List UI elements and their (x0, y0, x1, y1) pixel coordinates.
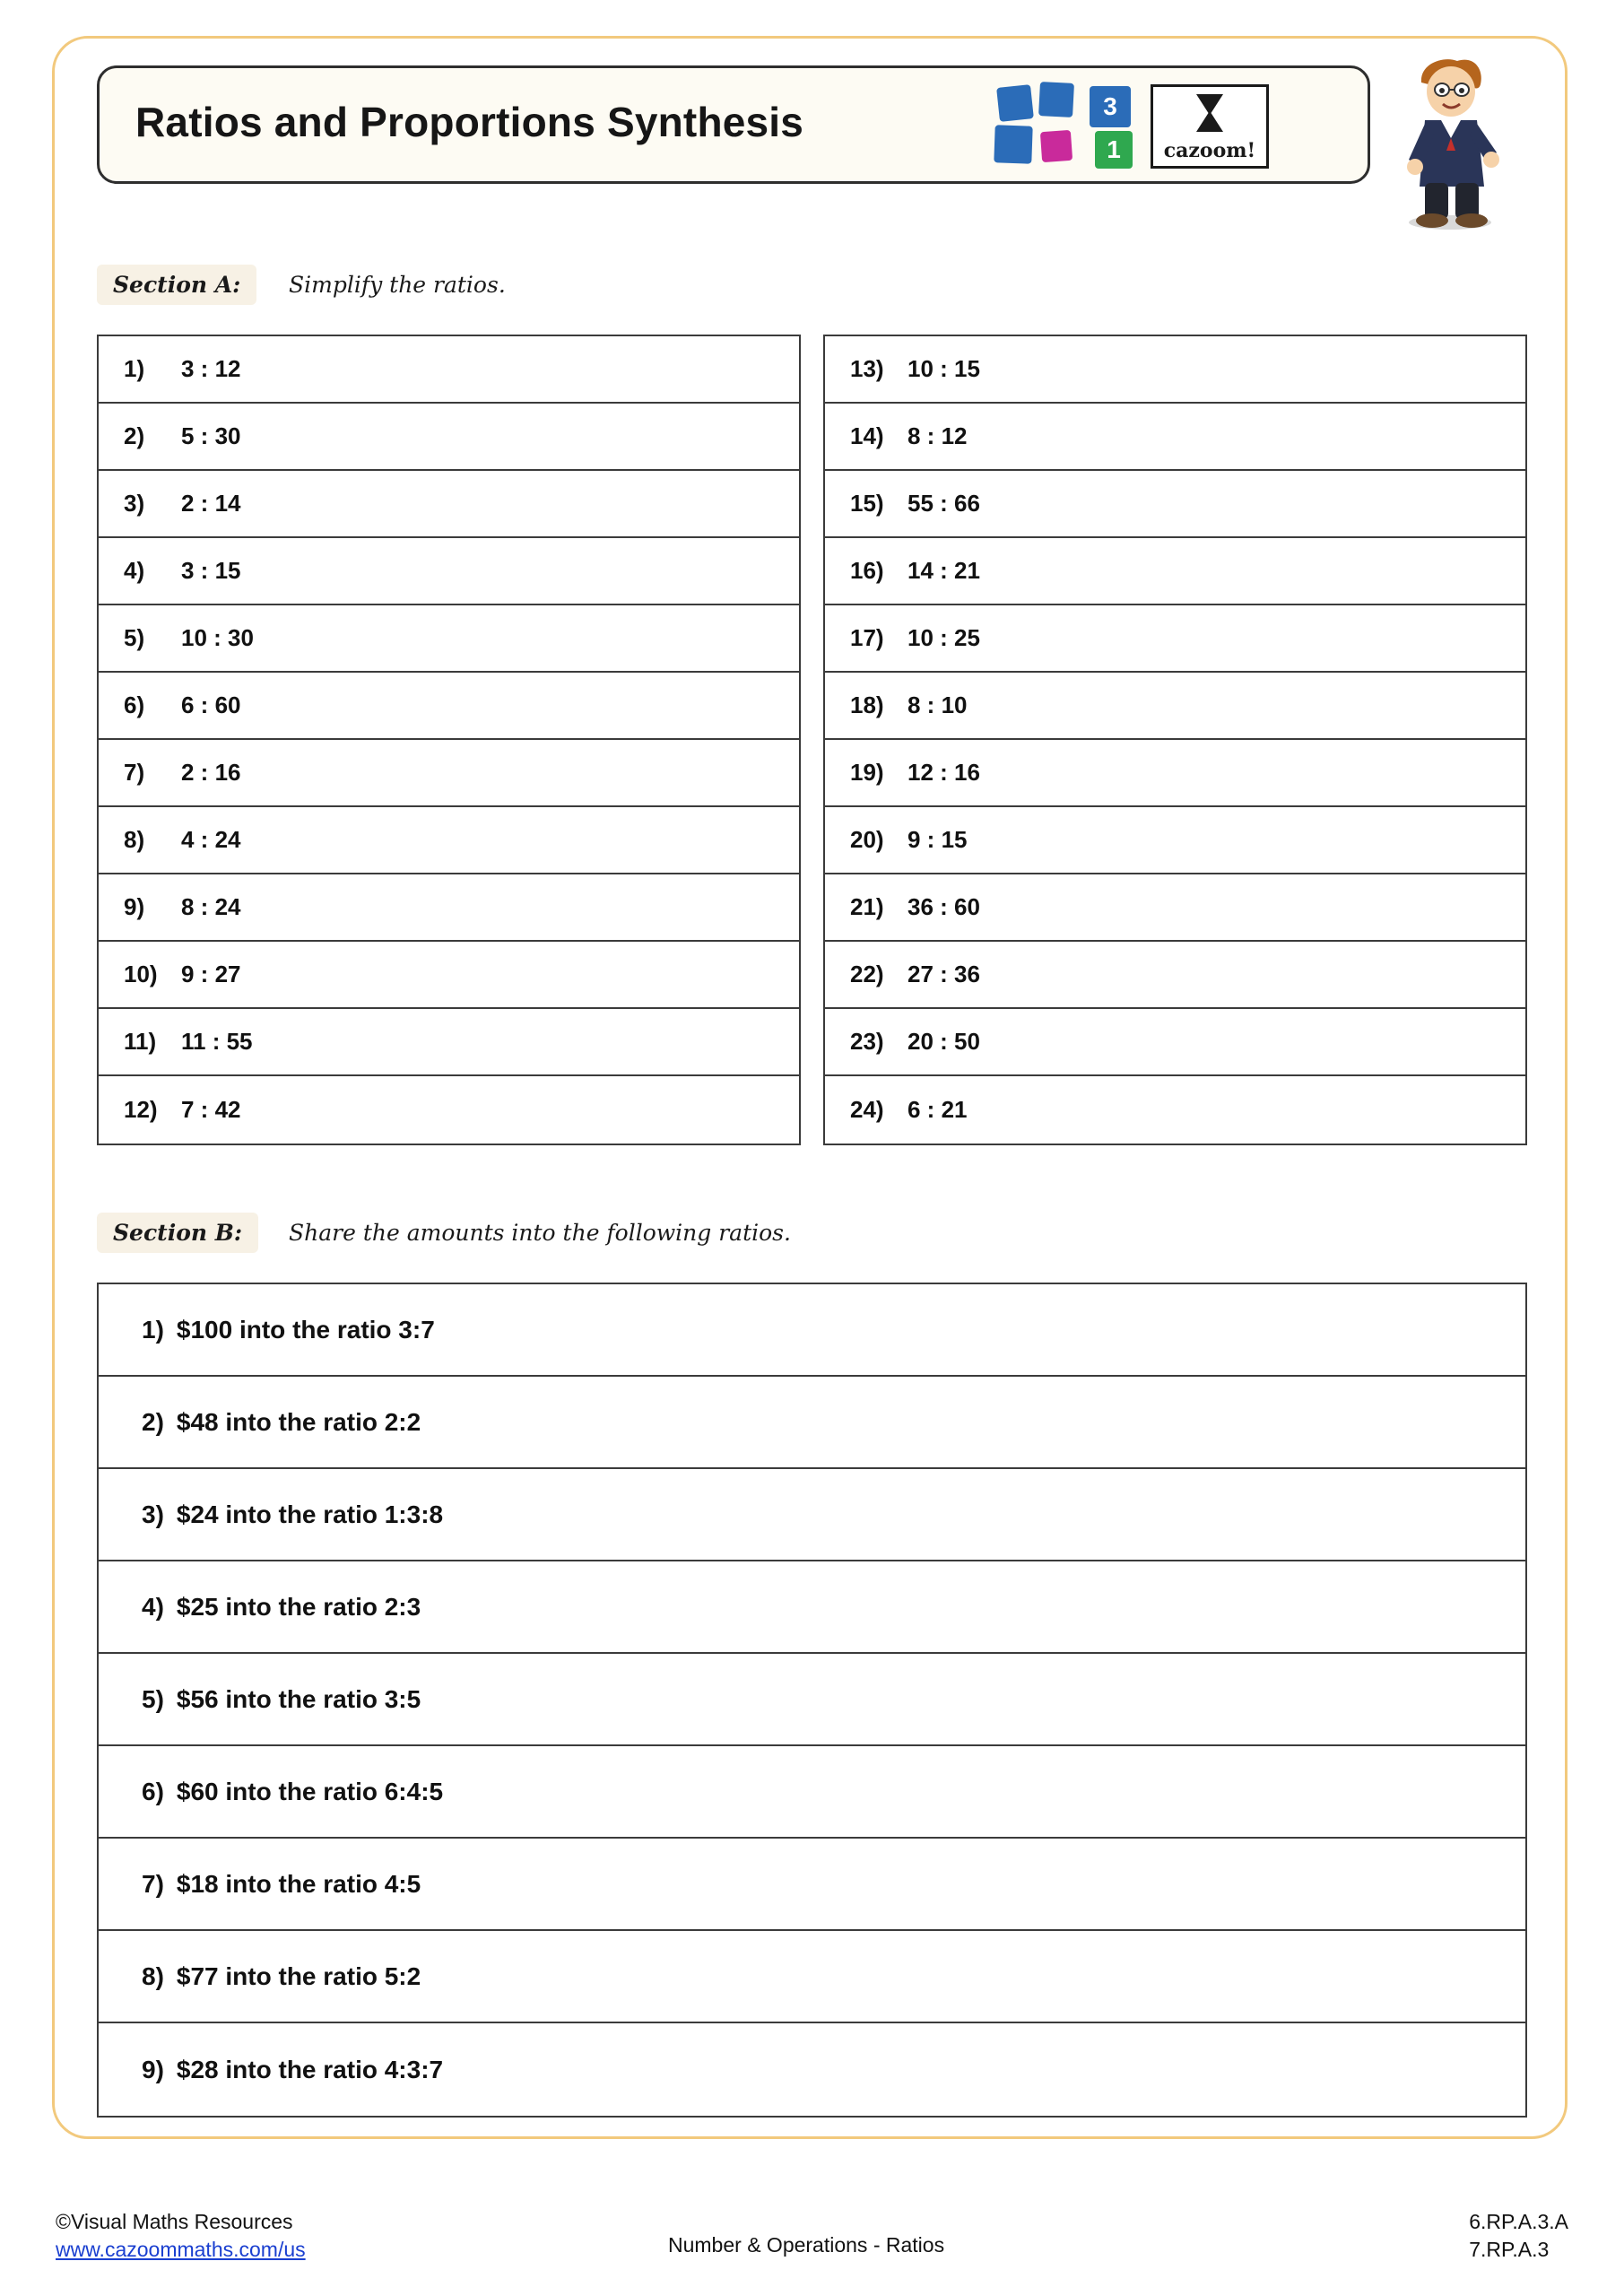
question-number: 8) (124, 826, 145, 853)
cazoom-logo (989, 81, 1348, 174)
website-link[interactable]: www.cazoommaths.com/us (56, 2238, 306, 2262)
question-text: $28 into the ratio 4:3:7 (176, 2055, 444, 2083)
footer-standards (1469, 2208, 1568, 2264)
question-row (99, 471, 799, 538)
question-number: 13) (850, 355, 884, 382)
logo-square-blue-3 (994, 125, 1032, 163)
question-number: 17) (850, 624, 884, 651)
question-row (825, 673, 1525, 740)
question-number: 9) (124, 893, 145, 920)
question-row (99, 673, 799, 740)
question-number: 21) (850, 893, 884, 920)
question-row (825, 740, 1525, 807)
question-text: 10 : 30 (181, 624, 254, 651)
question-text: 27 : 36 (908, 961, 980, 987)
section-a-description: Simplify the ratios. (289, 272, 506, 298)
question-row (825, 471, 1525, 538)
question-row (99, 874, 799, 942)
question-number: 2) (124, 422, 145, 449)
question-number: 3) (142, 1500, 164, 1528)
logo-square-blue-2 (1038, 82, 1074, 117)
question-row (99, 336, 799, 404)
question-row (825, 807, 1525, 874)
title-bar (97, 65, 1370, 184)
question-number: 18) (850, 691, 884, 718)
question-number: 10) (124, 961, 158, 987)
question-number: 9) (142, 2055, 164, 2083)
question-text: 3 : 15 (181, 557, 241, 584)
logo-brand-box (1151, 84, 1269, 169)
question-number: 2) (142, 1407, 164, 1436)
section-a-label: Section A: (97, 265, 256, 305)
logo-number-green: 1 (1095, 131, 1133, 169)
question-text: $48 into the ratio 2:2 (176, 1407, 421, 1436)
question-row (99, 1839, 1525, 1931)
question-number: 8) (142, 1961, 164, 1990)
question-row (825, 336, 1525, 404)
question-row (825, 404, 1525, 471)
footer-topic: Number & Operations - Ratios (668, 2233, 945, 2257)
section-b-table (97, 1283, 1527, 2118)
question-text: 4 : 24 (181, 826, 241, 853)
question-number: 1) (142, 1315, 164, 1344)
question-number: 24) (850, 1096, 884, 1123)
question-number: 11) (124, 1028, 157, 1055)
question-row (99, 1284, 1525, 1377)
question-text: 6 : 21 (908, 1096, 968, 1123)
question-number: 15) (850, 490, 884, 517)
section-a-left-table (97, 335, 801, 1145)
question-number: 12) (124, 1096, 158, 1123)
question-row (825, 538, 1525, 605)
question-row (99, 1746, 1525, 1839)
question-row (99, 538, 799, 605)
question-row (99, 1377, 1525, 1469)
question-text: 5 : 30 (181, 422, 241, 449)
question-row (825, 1009, 1525, 1076)
question-row (99, 1009, 799, 1076)
question-number: 16) (850, 557, 884, 584)
question-text: 7 : 42 (181, 1096, 241, 1123)
student-mascot-illustration (1385, 52, 1520, 231)
question-number: 23) (850, 1028, 884, 1055)
question-text: $60 into the ratio 6:4:5 (176, 1777, 444, 1805)
question-text: $18 into the ratio 4:5 (176, 1869, 421, 1898)
question-row (99, 942, 799, 1009)
question-text: 11 : 55 (181, 1028, 253, 1055)
question-text: 10 : 25 (908, 624, 980, 651)
question-text: 6 : 60 (181, 691, 241, 718)
question-number: 3) (124, 490, 145, 517)
question-number: 1) (124, 355, 145, 382)
question-row (99, 404, 799, 471)
question-text: 2 : 16 (181, 759, 241, 786)
logo-number-blue: 3 (1090, 86, 1131, 127)
question-number: 6) (124, 691, 145, 718)
section-b-label: Section B: (97, 1213, 258, 1253)
standard-code-1: 6.RP.A.3.A (1469, 2210, 1568, 2233)
logo-brand-name: cazoom! (1163, 139, 1256, 162)
question-text: 8 : 12 (908, 422, 968, 449)
question-row (99, 1469, 1525, 1561)
question-number: 22) (850, 961, 884, 987)
question-row (99, 740, 799, 807)
question-number: 14) (850, 422, 884, 449)
question-text: $77 into the ratio 5:2 (176, 1961, 421, 1990)
copyright-text: ©Visual Maths Resources (56, 2210, 293, 2233)
question-row (99, 1654, 1525, 1746)
question-text: $24 into the ratio 1:3:8 (176, 1500, 444, 1528)
question-text: $25 into the ratio 2:3 (176, 1592, 421, 1621)
question-number: 5) (142, 1684, 164, 1713)
question-number: 4) (142, 1592, 164, 1621)
question-row (99, 2023, 1525, 2116)
question-text: 36 : 60 (908, 893, 980, 920)
question-text: $56 into the ratio 3:5 (176, 1684, 421, 1713)
question-number: 6) (142, 1777, 164, 1805)
question-text: 3 : 12 (181, 355, 241, 382)
question-row (825, 942, 1525, 1009)
question-number: 4) (124, 557, 145, 584)
question-text: 2 : 14 (181, 490, 241, 517)
logo-square-blue-1 (996, 84, 1034, 122)
page-title: Ratios and Proportions Synthesis (135, 99, 804, 145)
section-a-right-table (823, 335, 1527, 1145)
question-text: 20 : 50 (908, 1028, 980, 1055)
question-row (825, 605, 1525, 673)
question-text: 8 : 24 (181, 893, 241, 920)
question-text: 12 : 16 (908, 759, 980, 786)
question-row (825, 874, 1525, 942)
question-text: $100 into the ratio 3:7 (176, 1315, 435, 1344)
hourglass-icon (1196, 94, 1223, 132)
standard-code-2: 7.RP.A.3 (1469, 2238, 1550, 2262)
question-text: 14 : 21 (908, 557, 980, 584)
question-row (825, 1076, 1525, 1144)
question-number: 7) (142, 1869, 164, 1898)
question-number: 5) (124, 624, 145, 651)
question-number: 20) (850, 826, 884, 853)
question-text: 10 : 15 (908, 355, 980, 382)
question-text: 8 : 10 (908, 691, 968, 718)
question-text: 9 : 15 (908, 826, 968, 853)
question-row (99, 807, 799, 874)
question-row (99, 1931, 1525, 2023)
question-row (99, 605, 799, 673)
section-b-description: Share the amounts into the following ratios. (289, 1220, 791, 1246)
question-number: 7) (124, 759, 145, 786)
question-row (99, 1076, 799, 1144)
question-row (99, 1561, 1525, 1654)
logo-square-pink (1040, 130, 1073, 162)
question-text: 55 : 66 (908, 490, 980, 517)
question-number: 19) (850, 759, 884, 786)
question-text: 9 : 27 (181, 961, 241, 987)
footer-left (56, 2208, 306, 2264)
